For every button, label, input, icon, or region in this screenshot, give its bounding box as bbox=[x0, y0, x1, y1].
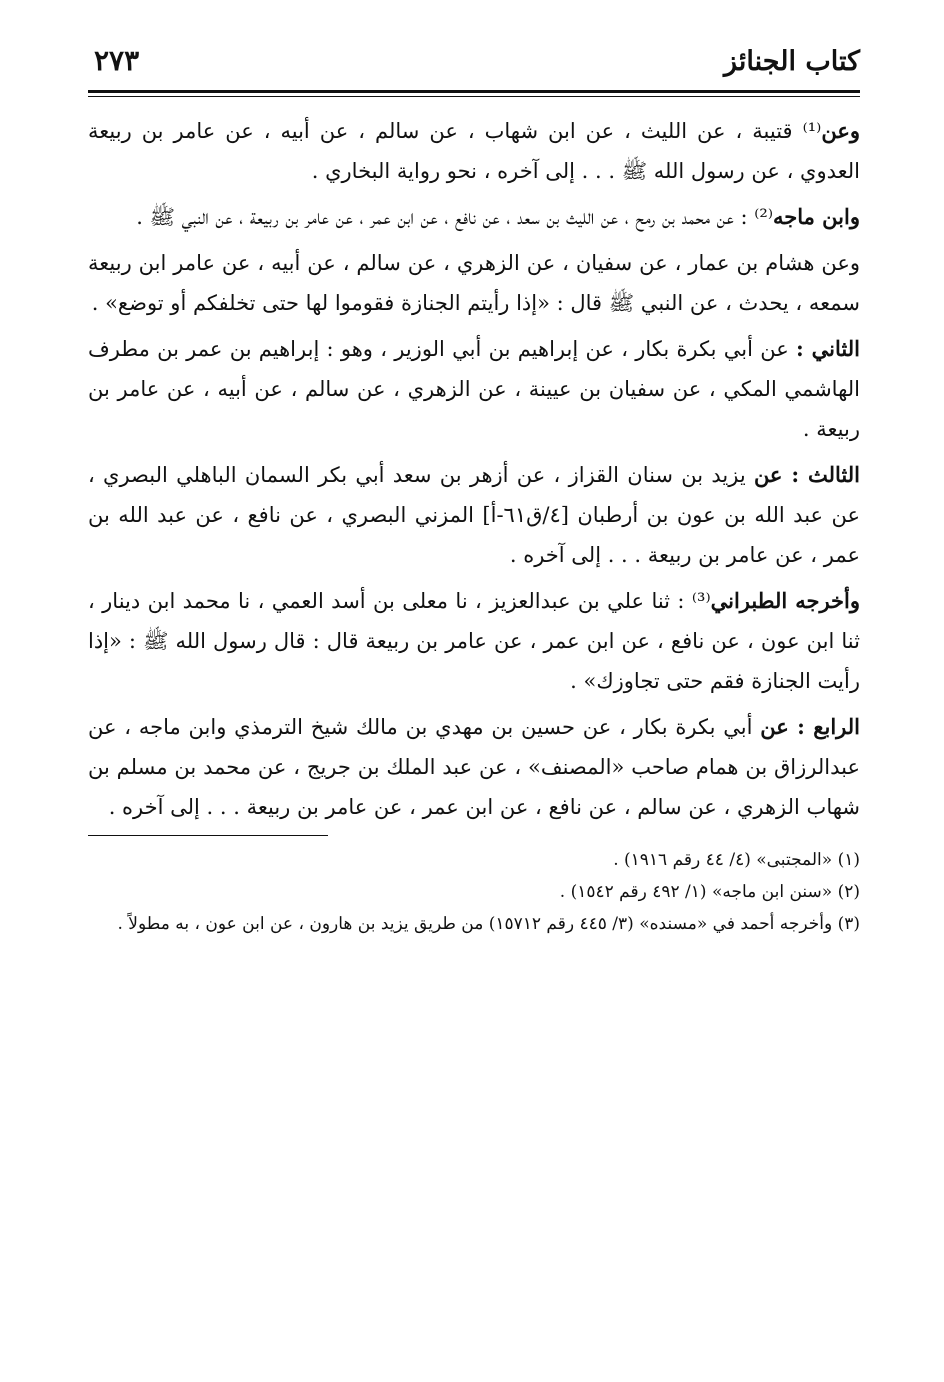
paragraph-4-text: عن أبي بكرة بكار ، عن إبراهيم بن أبي الوزير ، وهو : إبراهيم بن عمر بن مطرف الهاشمي المكي ، عن سفيان بن عيينة ، عن الزهري ، عن سالم ، عن أبيه ، عن عامر بن ربيعة . bbox=[88, 337, 860, 441]
paragraph-3-text: وعن هشام بن عمار ، عن سفيان ، عن الزهري ، عن سالم ، عن أبيه ، عن عامر ابن ربيعة سمعه ، يحدث ، عن النبي ﷺ قال : «إذا رأيتم الجنازة فقوموا لها حتى تخلفكم أو توضع» . bbox=[88, 251, 860, 315]
header-rule-thin bbox=[88, 96, 860, 97]
paragraph-4 bbox=[88, 329, 860, 449]
page-header bbox=[88, 40, 860, 90]
footnote-separator bbox=[88, 835, 328, 836]
header-rule-thick bbox=[88, 90, 860, 93]
book-page bbox=[88, 40, 860, 1340]
paragraph-5 bbox=[88, 455, 860, 575]
footnote-3: (٣) وأخرجه أحمد في «مسنده» (٣/ ٤٤٥ رقم ١٥٧١٢) من طريق يزيد بن هارون ، عن ابن عون ، به مطولاً . bbox=[117, 914, 860, 934]
paragraph-5-text: يزيد بن سنان القزاز ، عن أزهر بن سعد أبي بكر السمان الباهلي البصري ، عن عبد الله بن عون بن أرطبان [٤/ق٦١-أ] المزني البصري ، عن نافع ، عن عبد الله بن عمر ، عن عامر بن ربيعة . . . إلى آخره . bbox=[88, 463, 860, 567]
paragraph-6 bbox=[88, 581, 860, 701]
paragraph-7 bbox=[88, 707, 860, 827]
paragraph-3 bbox=[88, 243, 860, 323]
paragraph-2-lead: وابن ماجه bbox=[772, 204, 860, 229]
paragraph-6-text: ⁽³⁾ : ثنا علي بن عبدالعزيز ، نا معلى بن أسد العمي ، نا محمد ابن دينار ، ثنا ابن عون ، عن نافع ، عن ابن عمر ، عن عامر بن ربيعة قال : قال رسول الله ﷺ : «إذا رأيت الجنازة فقم حتى تجاوزك» . bbox=[88, 589, 860, 693]
paragraph-5-lead: الثالث : عن bbox=[753, 462, 860, 487]
paragraph-4-lead: الثاني : bbox=[796, 336, 860, 361]
footnote-2: (٢) «سنن ابن ماجه» (١/ ٤٩٢ رقم ١٥٤٢) . bbox=[559, 882, 860, 902]
paragraph-2-text: ⁽²⁾ : عن محمد بن رمح ، عن الليث بن سعد ، عن نافع ، عن ابن عمر ، عن عامر بن ربيعة ، عن النبي ﷺ . bbox=[136, 205, 773, 229]
paragraph-1-lead: وعن bbox=[821, 118, 860, 143]
page-number: ٢٧٣ bbox=[94, 44, 140, 77]
running-title: كتاب الجنائز bbox=[724, 46, 860, 77]
paragraph-1 bbox=[88, 111, 860, 191]
footnotes bbox=[88, 844, 860, 940]
paragraph-7-text: أبي بكرة بكار ، عن حسين بن مهدي بن مالك شيخ الترمذي وابن ماجه ، عن عبدالرزاق بن همام صاحب «المصنف» ، عن عبد الملك بن جريج ، عن محمد بن مسلم بن شهاب الزهري ، عن سالم ، عن نافع ، عن ابن عمر ، عن عامر بن ربيعة . . . إلى آخره . bbox=[88, 715, 860, 819]
paragraph-2 bbox=[88, 197, 860, 237]
footnote-1: (١) «المجتبى» (٤/ ٤٤ رقم ١٩١٦) . bbox=[613, 850, 860, 870]
main-text bbox=[88, 111, 860, 827]
paragraph-6-lead: وأخرجه الطبراني bbox=[710, 588, 860, 613]
paragraph-7-lead: الرابع : عن bbox=[760, 714, 860, 739]
paragraph-1-text: ⁽¹⁾ قتيبة ، عن الليث ، عن ابن شهاب ، عن سالم ، عن أبيه ، عن عامر بن ربيعة العدوي ، عن رسول الله ﷺ . . . إلى آخره ، نحو رواية البخاري . bbox=[88, 119, 860, 183]
